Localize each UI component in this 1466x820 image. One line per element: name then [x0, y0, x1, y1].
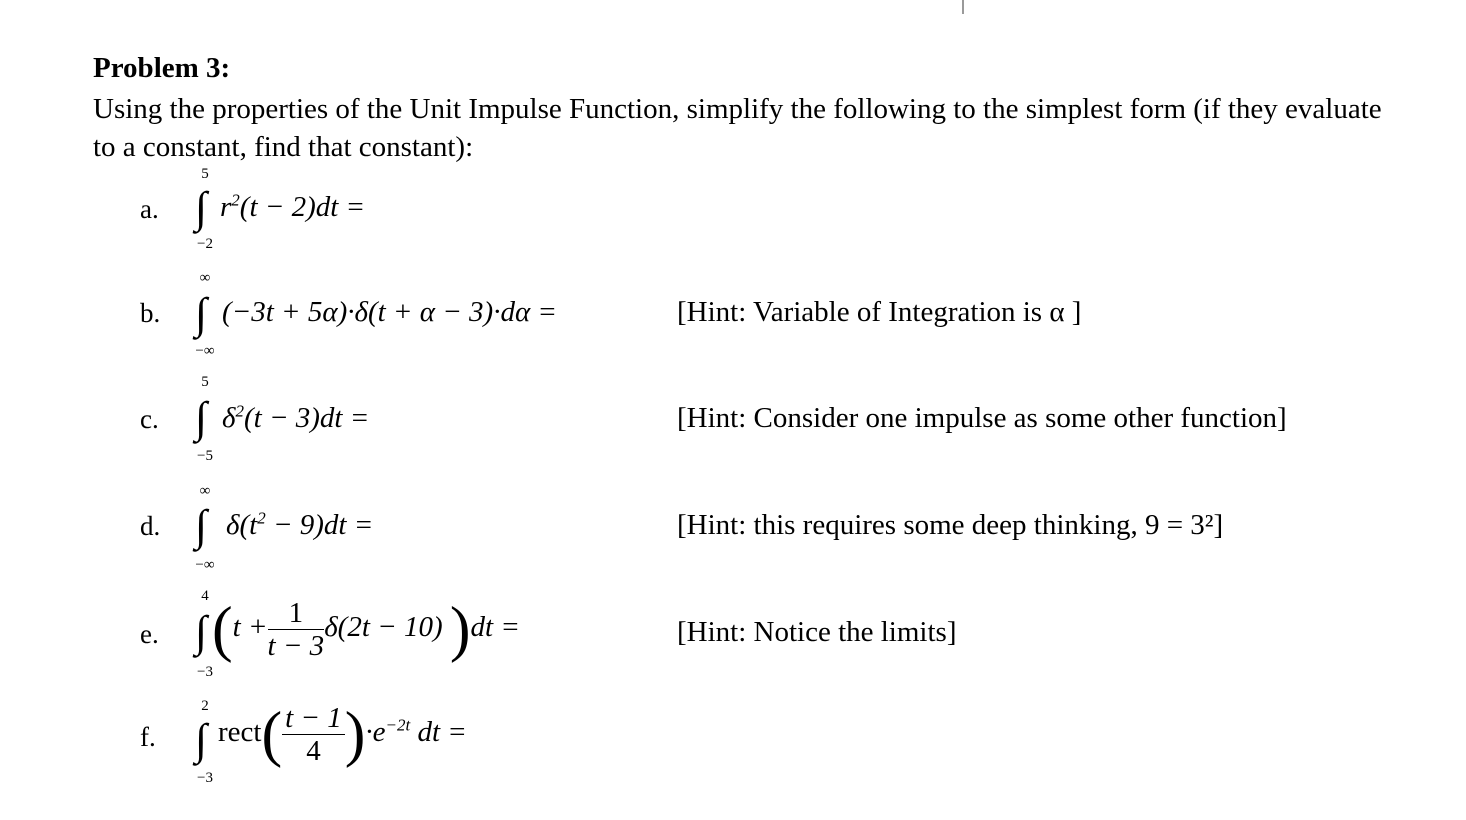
lower-limit: −∞	[195, 343, 215, 359]
hint-text: [Hint: Consider one impulse as some other function]	[677, 402, 1287, 434]
integrand-expression: rect( $\frac{t - 1}{4}$ )$\cdot e^{-2t}$ dt =	[218, 700, 467, 769]
fraction: $\frac{t - 1}{4}$	[282, 702, 345, 767]
integral-symbol: ∫	[195, 607, 208, 656]
upper-limit: 5	[201, 374, 209, 390]
integral-symbol: ∫	[195, 501, 208, 550]
item-label: e.	[140, 619, 159, 649]
item-label: b.	[140, 298, 161, 328]
problem-intro: Using the properties of the Unit Impulse Function, simplify the following to the simplest form (if they evaluate to a constant, find that constant):	[93, 93, 1382, 163]
lower-limit: −3	[197, 664, 213, 680]
integral-symbol: ∫	[195, 715, 208, 764]
hint-text: [Hint: Notice the limits]	[677, 616, 957, 648]
lower-limit: −2	[197, 236, 213, 252]
text-cursor-mark	[962, 0, 964, 14]
upper-limit: ∞	[199, 270, 211, 286]
integrand-expression: $\delta^2(t - 3)dt$ =	[222, 401, 370, 434]
integral-symbol: ∫	[195, 289, 208, 338]
lower-limit: −3	[197, 770, 213, 786]
integral-symbol: ∫	[195, 393, 208, 442]
lower-limit: −5	[197, 448, 213, 464]
integrand-expression: (−3t + 5α)·δ(t + α − 3)·dα =	[222, 296, 557, 328]
integral-symbol: ∫	[195, 183, 208, 232]
upper-limit: ∞	[199, 483, 211, 499]
problem-title: Problem 3:	[93, 52, 231, 84]
upper-limit: 2	[201, 698, 209, 714]
hint-text: [Hint: Variable of Integration is α ]	[677, 296, 1082, 328]
lower-limit: −∞	[195, 557, 215, 573]
item-label: d.	[140, 511, 161, 541]
fraction: $\frac{1}{t - 3}$	[267, 597, 325, 662]
upper-limit: 4	[201, 588, 209, 604]
integrand-expression: $r^2(t - 2)dt$ =	[220, 190, 366, 223]
item-label: f.	[140, 722, 156, 752]
integrand-expression: (t + $\frac{1}{t - 3}$ δ(2t − 10) )dt =	[212, 595, 520, 664]
item-label: a.	[140, 194, 159, 224]
integrand-expression: $\delta(t^2 - 9)dt$ =	[226, 508, 374, 541]
upper-limit: 5	[201, 166, 209, 182]
item-label: c.	[140, 404, 159, 434]
hint-text: [Hint: this requires some deep thinking, 9 = 3²]	[677, 509, 1224, 541]
